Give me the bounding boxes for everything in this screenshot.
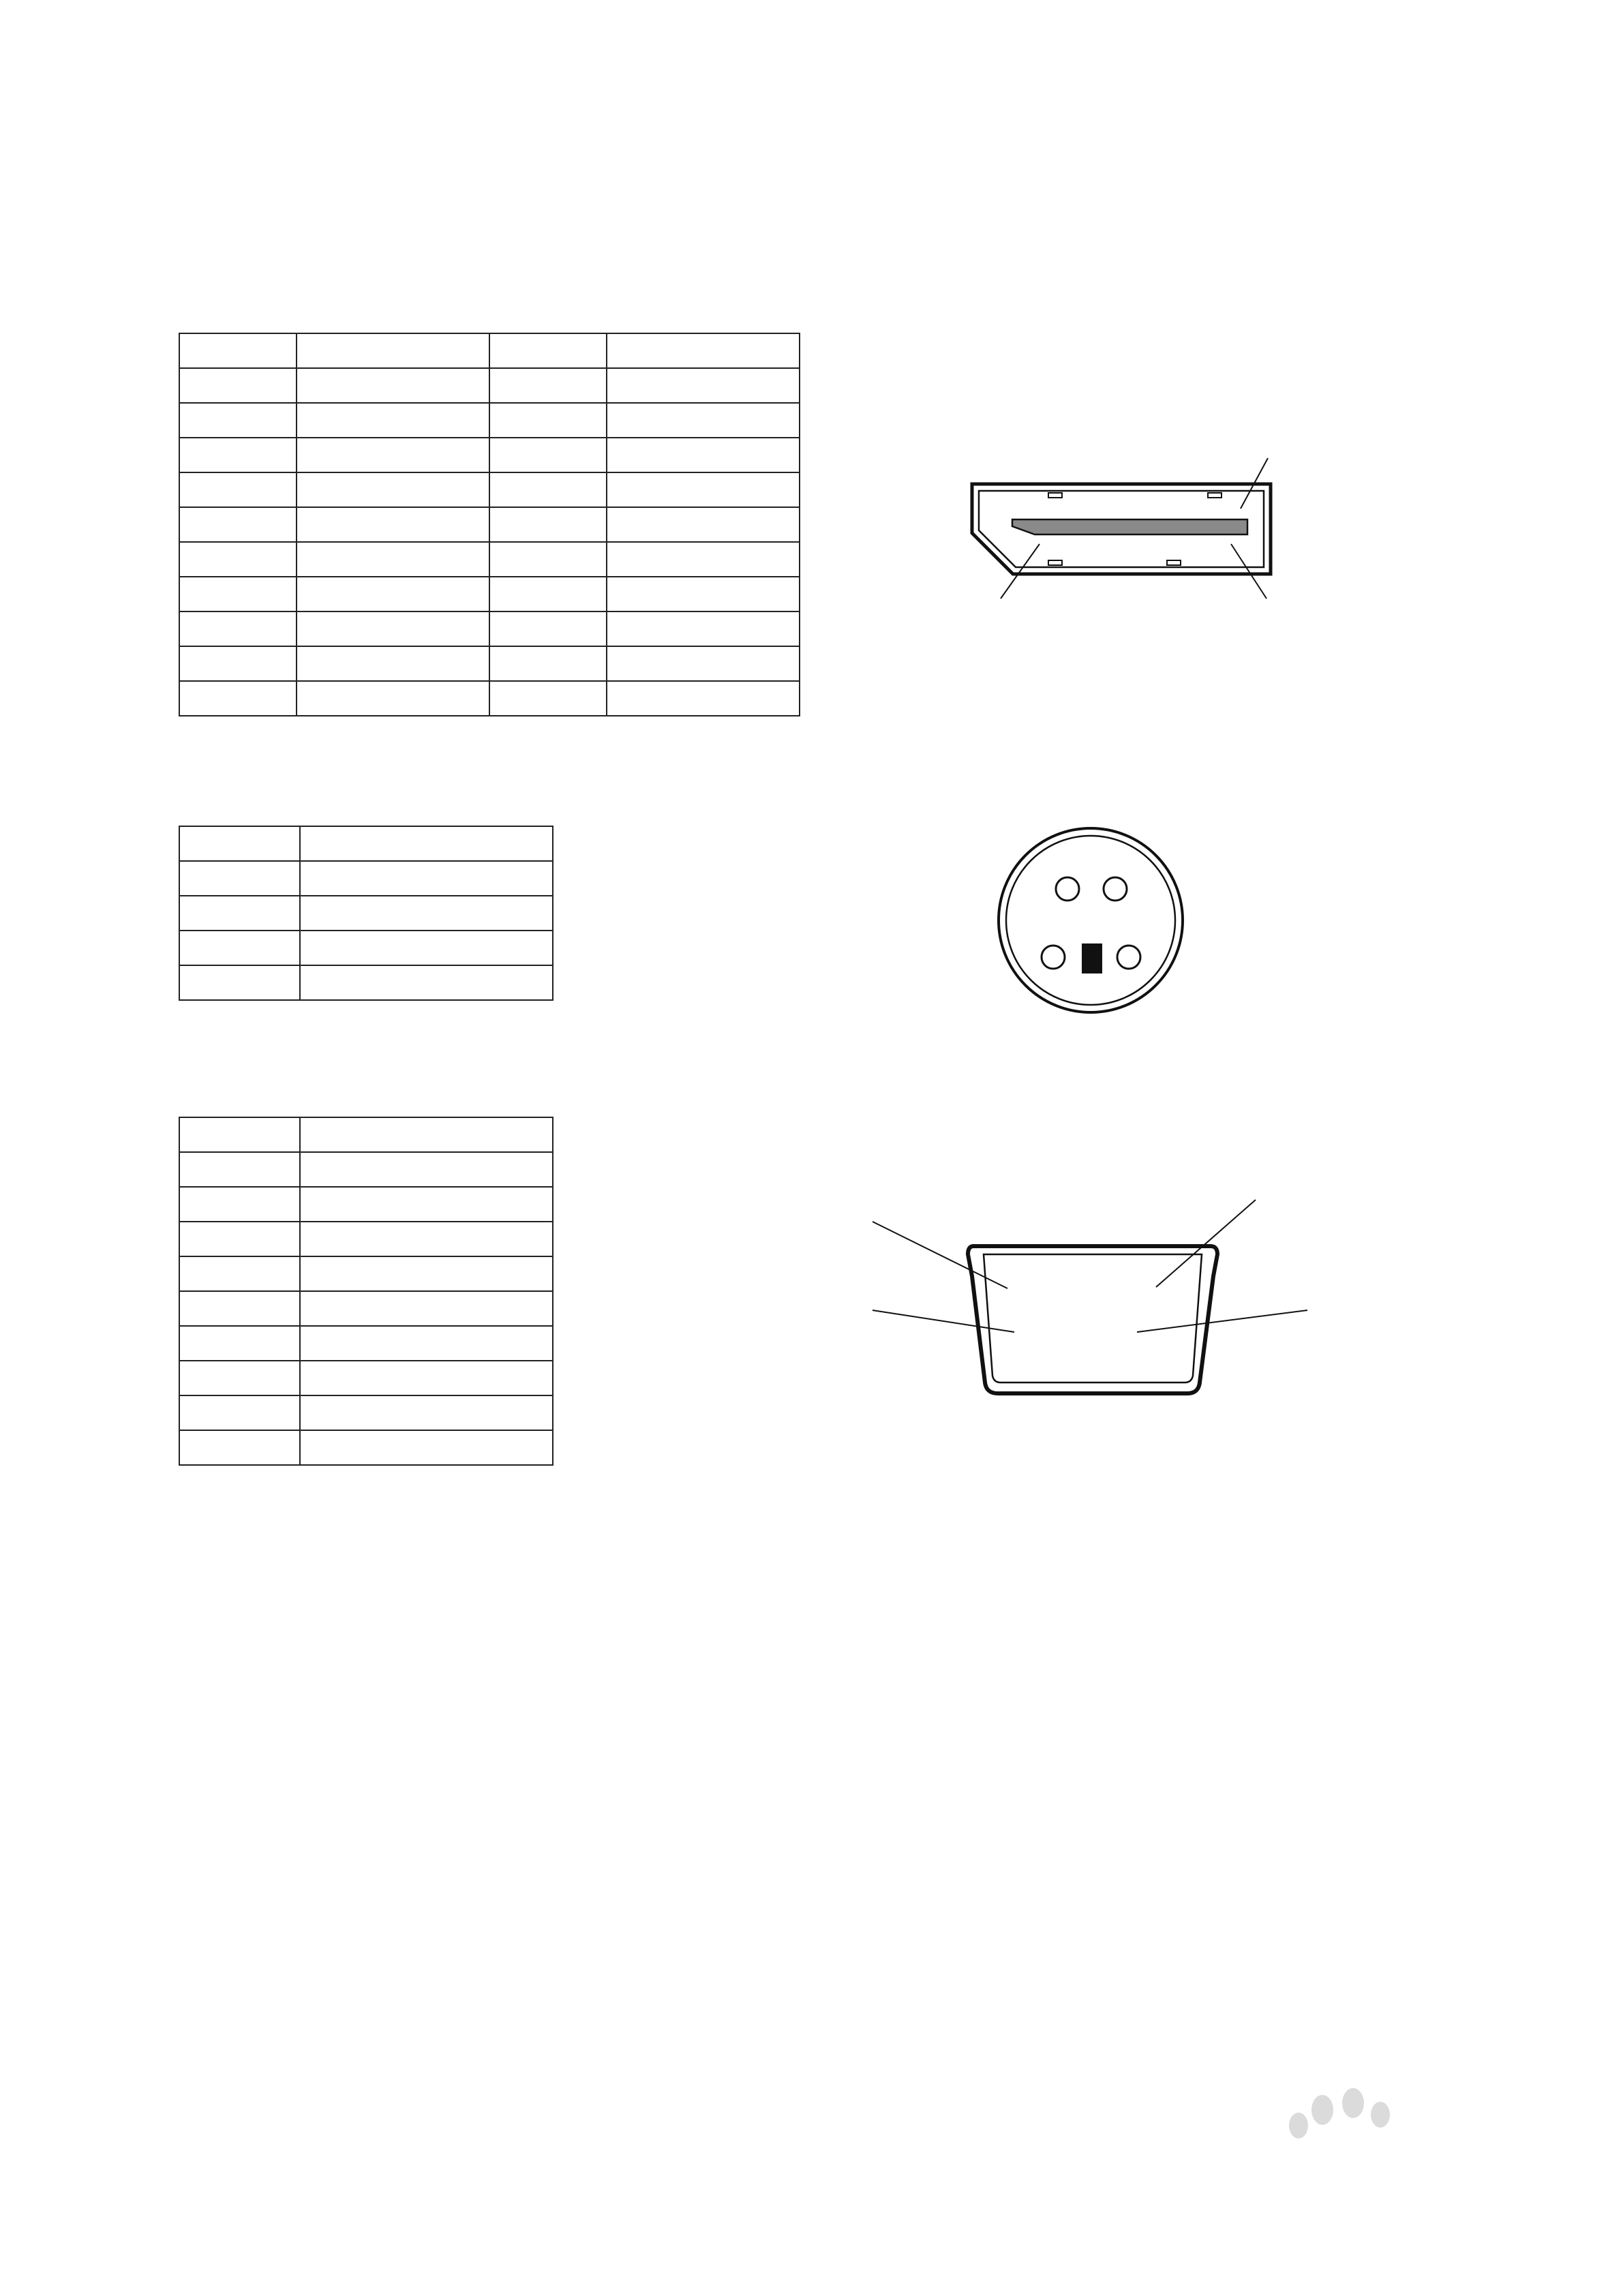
- pin-cell: [179, 965, 300, 1000]
- pin-cell: [489, 542, 607, 577]
- paw-pad-icon: [1371, 2102, 1390, 2128]
- name-cell: [297, 507, 489, 542]
- pin-cell: [179, 1222, 300, 1256]
- name-cell: [297, 646, 489, 681]
- mini-din-key: [1082, 943, 1102, 973]
- pin-cell: [489, 646, 607, 681]
- pin-cell: [489, 368, 607, 403]
- mini-din-pin-2: [1042, 946, 1065, 969]
- name-cell: [607, 646, 800, 681]
- name-cell: [300, 1326, 553, 1361]
- header-pin: [179, 333, 297, 368]
- table-header-row: [179, 826, 553, 861]
- pin-cell: [179, 931, 300, 965]
- name-cell: [607, 681, 800, 716]
- displayport-connector-diagram: [954, 416, 1309, 641]
- table-row: [179, 1222, 553, 1256]
- name-cell: [300, 1291, 553, 1326]
- dsub-leader-6: [873, 1310, 1014, 1332]
- table-header-row: [179, 333, 800, 368]
- table-row: [179, 403, 800, 438]
- name-cell: [300, 1187, 553, 1222]
- name-cell: [300, 896, 553, 931]
- table-row: [179, 1326, 553, 1361]
- table-row: [179, 1256, 553, 1291]
- pin-cell: [179, 1187, 300, 1222]
- dp-latch: [1167, 560, 1181, 565]
- name-cell: [607, 403, 800, 438]
- dp-latch: [1208, 493, 1222, 498]
- pin-cell: [489, 507, 607, 542]
- mini-din-pin-3: [1104, 877, 1127, 901]
- pin-cell: [179, 1430, 300, 1465]
- table-row: [179, 861, 553, 896]
- dp-latch: [1048, 493, 1062, 498]
- mini-din-connector-diagram: [975, 770, 1207, 1023]
- table-row: [179, 681, 800, 716]
- name-cell: [300, 1361, 553, 1395]
- dp-latch: [1048, 560, 1062, 565]
- svideo-pin-table: [179, 826, 553, 1001]
- pin-cell: [489, 438, 607, 472]
- name-cell: [297, 403, 489, 438]
- name-cell: [297, 368, 489, 403]
- rs232-pin-table: [179, 1117, 553, 1466]
- pin-cell: [179, 472, 297, 507]
- header-pin: [179, 826, 300, 861]
- name-cell: [300, 1430, 553, 1465]
- pin-cell: [489, 577, 607, 611]
- table-row: [179, 368, 800, 403]
- pin-cell: [489, 472, 607, 507]
- table-row: [179, 1430, 553, 1465]
- table-row: [179, 472, 800, 507]
- pin-cell: [179, 611, 297, 646]
- pin-cell: [179, 681, 297, 716]
- name-cell: [300, 1256, 553, 1291]
- table-row: [179, 1395, 553, 1430]
- name-cell: [297, 472, 489, 507]
- pin-cell: [179, 1326, 300, 1361]
- name-cell: [300, 861, 553, 896]
- name-cell: [300, 965, 553, 1000]
- pin-cell: [179, 896, 300, 931]
- pin-cell: [179, 577, 297, 611]
- table-row: [179, 1361, 553, 1395]
- table-header-row: [179, 1117, 553, 1152]
- name-cell: [607, 368, 800, 403]
- table-row: [179, 438, 800, 472]
- mini-din-outer-ring: [999, 828, 1183, 1012]
- name-cell: [607, 577, 800, 611]
- pin-cell: [179, 1361, 300, 1395]
- pin-cell: [179, 368, 297, 403]
- paw-pad-icon: [1311, 2095, 1333, 2125]
- name-cell: [300, 1395, 553, 1430]
- table-row: [179, 965, 553, 1000]
- header-name: [297, 333, 489, 368]
- name-cell: [297, 681, 489, 716]
- name-cell: [300, 931, 553, 965]
- table-row: [179, 507, 800, 542]
- table-row: [179, 1291, 553, 1326]
- name-cell: [607, 611, 800, 646]
- pin-cell: [179, 542, 297, 577]
- header-name: [300, 826, 553, 861]
- dp-tongue: [1012, 519, 1247, 534]
- dp-leader-20: [1001, 544, 1040, 599]
- header-name: [300, 1117, 553, 1152]
- name-cell: [300, 1222, 553, 1256]
- table-row: [179, 1152, 553, 1187]
- header-name: [607, 333, 800, 368]
- paw-pad-icon: [1289, 2113, 1308, 2139]
- table-row: [179, 542, 800, 577]
- pin-cell: [179, 403, 297, 438]
- header-pin: [179, 1117, 300, 1152]
- dsub-shell-inner: [984, 1254, 1202, 1383]
- name-cell: [297, 577, 489, 611]
- pin-cell: [179, 507, 297, 542]
- name-cell: [297, 611, 489, 646]
- pin-cell: [489, 611, 607, 646]
- mini-din-inner-ring: [1006, 836, 1175, 1005]
- dsub-shell-outer: [968, 1246, 1217, 1393]
- pin-cell: [179, 861, 300, 896]
- name-cell: [607, 472, 800, 507]
- dp-leader-2: [1231, 544, 1266, 599]
- mini-din-pin-1: [1117, 946, 1140, 969]
- table-row: [179, 896, 553, 931]
- name-cell: [297, 438, 489, 472]
- pin-cell: [489, 681, 607, 716]
- table-row: [179, 646, 800, 681]
- table-row: [179, 931, 553, 965]
- table-row: [179, 1187, 553, 1222]
- table-row: [179, 577, 800, 611]
- pin-cell: [179, 1395, 300, 1430]
- table-row: [179, 611, 800, 646]
- name-cell: [297, 542, 489, 577]
- pin-cell: [489, 403, 607, 438]
- dp-pin-table: [179, 333, 800, 716]
- paw-pad-icon: [1342, 2088, 1364, 2118]
- pin-cell: [179, 438, 297, 472]
- baidu-watermark: [1152, 2072, 1547, 2256]
- dsub-leader-5: [1156, 1200, 1256, 1287]
- name-cell: [607, 438, 800, 472]
- mini-dsub-connector-diagram: [838, 1132, 1356, 1404]
- name-cell: [607, 507, 800, 542]
- header-pin: [489, 333, 607, 368]
- pin-cell: [179, 646, 297, 681]
- name-cell: [300, 1152, 553, 1187]
- pin-cell: [179, 1291, 300, 1326]
- mini-din-pin-4: [1056, 877, 1079, 901]
- dsub-leader-9: [1137, 1310, 1307, 1332]
- pin-cell: [179, 1256, 300, 1291]
- pin-cell: [179, 1152, 300, 1187]
- name-cell: [607, 542, 800, 577]
